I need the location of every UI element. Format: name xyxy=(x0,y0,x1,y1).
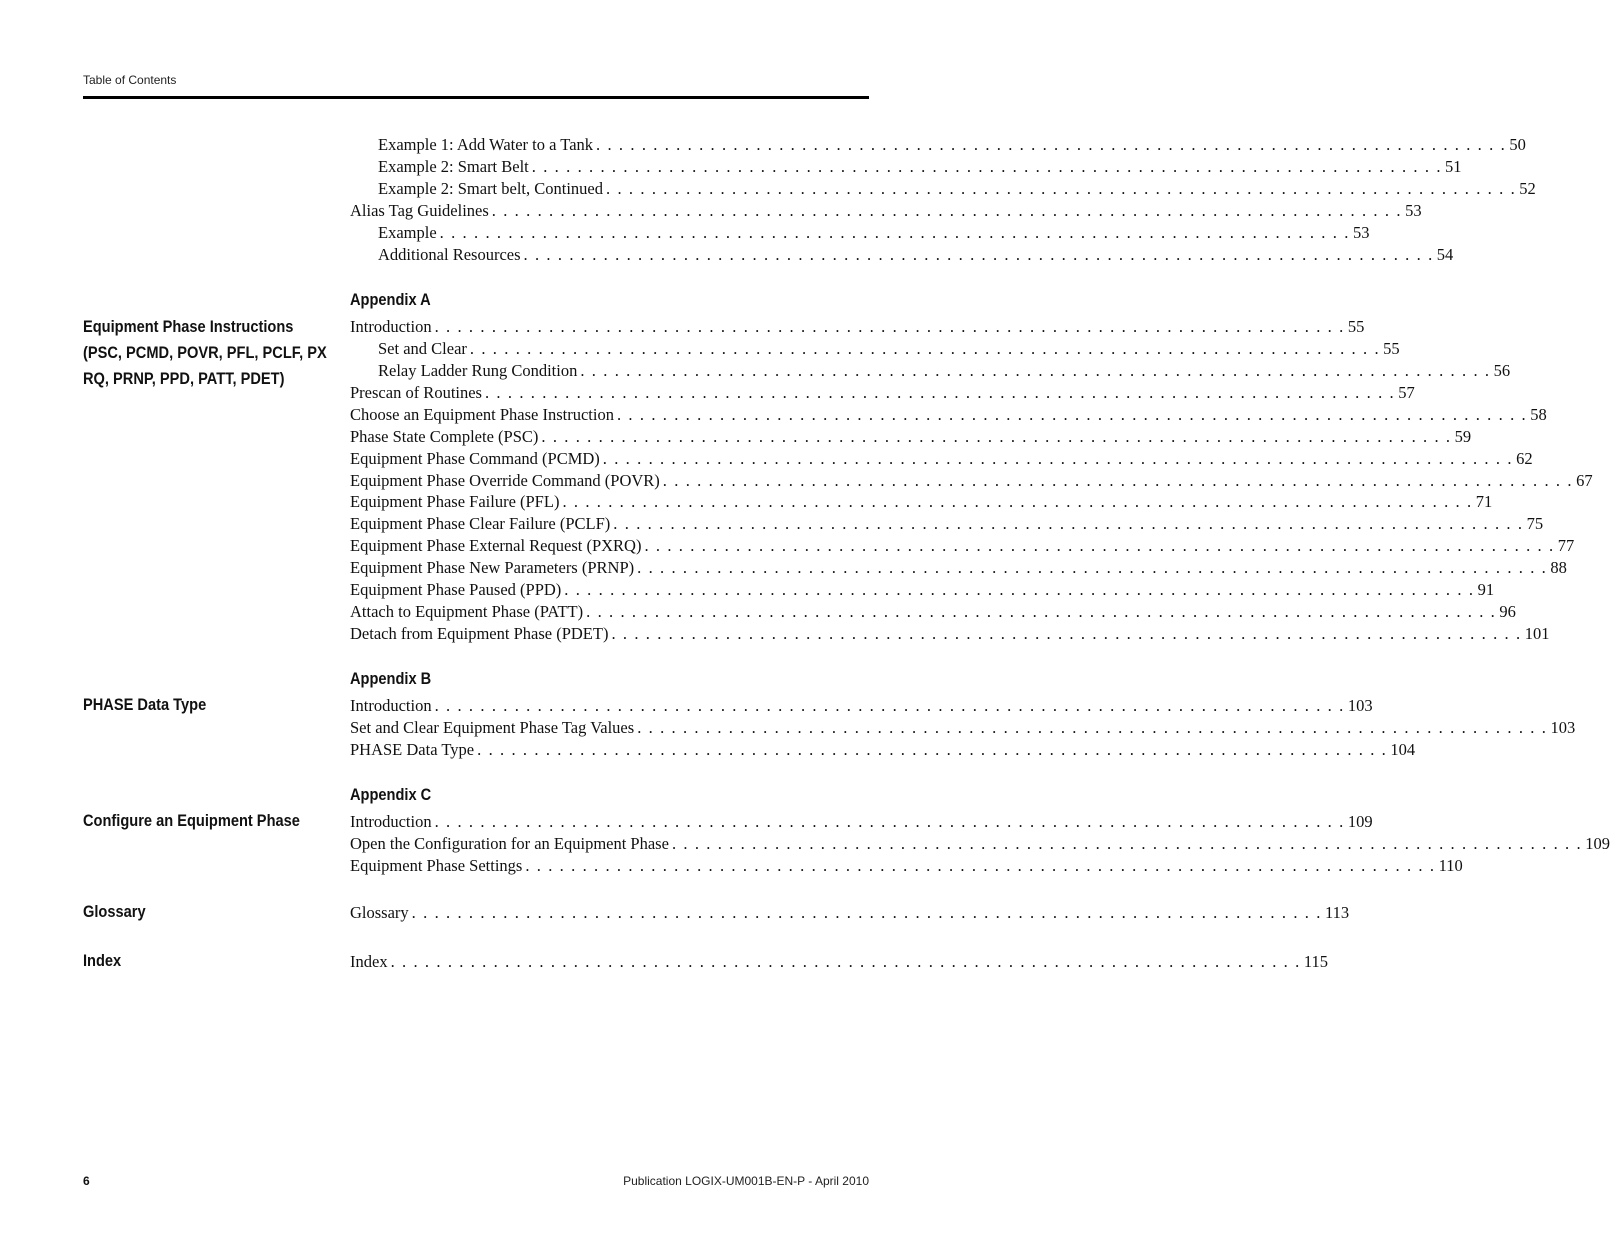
toc-entry[interactable] xyxy=(350,717,1576,739)
toc-entry-title: Equipment Phase External Request (PXRQ) xyxy=(350,536,642,556)
toc-entry-title: Additional Resources xyxy=(378,244,521,264)
toc-entry[interactable] xyxy=(378,360,1511,382)
dot-leader: . . . . . . . . . . . . . . . . . . . . . . . . . . . . . . . . . . . . . . . . . . . . . . . . . . . . . . . . . . . . . . . . . . . . . . . . . . . . . . . . xyxy=(531,156,1443,176)
toc-entry[interactable] xyxy=(350,448,1533,470)
toc-entry-page: 51 xyxy=(1445,156,1462,176)
toc-entry-title: Detach from Equipment Phase (PDET) xyxy=(350,624,609,644)
toc-entry-page: 75 xyxy=(1526,514,1544,534)
dot-leader: . . . . . . . . . . . . . . . . . . . . . . . . . . . . . . . . . . . . . . . . . . . . . . . . . . . . . . . . . . . . . . . . . . . . . . . . . . . . . . . . xyxy=(606,178,1517,198)
toc-entry-page: 54 xyxy=(1436,244,1454,264)
toc-entry[interactable] xyxy=(350,513,1544,535)
dot-leader: . . . . . . . . . . . . . . . . . . . . . . . . . . . . . . . . . . . . . . . . . . . . . . . . . . . . . . . . . . . . . . . . . . . . . . . . . . . . . . . . xyxy=(523,244,1434,264)
toc-entry[interactable] xyxy=(350,601,1516,623)
toc-entry-title: Equipment Phase Paused (PPD) xyxy=(350,580,562,600)
toc-entry-title: Prescan of Routines xyxy=(350,382,482,402)
toc-entry[interactable] xyxy=(350,811,1373,833)
toc-entry-title: PHASE Data Type xyxy=(350,739,475,759)
toc-entry-page: 103 xyxy=(1550,717,1576,737)
chapter-title-line: (PSC, PCMD, POVR, PFL, PCLF, PX xyxy=(83,343,327,362)
toc-entry-page: 56 xyxy=(1493,360,1511,380)
dot-leader: . . . . . . . . . . . . . . . . . . . . . . . . . . . . . . . . . . . . . . . . . . . . . . . . . . . . . . . . . . . . . . . . . . . . . . . . . . . . . . . . xyxy=(525,855,1436,875)
dot-leader: . . . . . . . . . . . . . . . . . . . . . . . . . . . . . . . . . . . . . . . . . . . . . . . . . . . . . . . . . . . . . . . . . . . . . . . . . . . . . . . . xyxy=(671,833,1583,853)
dot-leader: . . . . . . . . . . . . . . . . . . . . . . . . . . . . . . . . . . . . . . . . . . . . . . . . . . . . . . . . . . . . . . . . . . . . . . . . . . . . . . . . xyxy=(439,222,1350,242)
toc-entry-page: 53 xyxy=(1352,222,1370,242)
toc-entry[interactable] xyxy=(350,316,1365,338)
dot-leader: . . . . . . . . . . . . . . . . . . . . . . . . . . . . . . . . . . . . . . . . . . . . . . . . . . . . . . . . . . . . . . . . . . . . . . . . . . . . . . . . xyxy=(611,624,1522,644)
toc-entry[interactable] xyxy=(350,491,1493,513)
toc-entry-page: 57 xyxy=(1398,382,1415,402)
toc-entry-title: Set and Clear Equipment Phase Tag Values xyxy=(350,717,635,737)
toc-entry-page: 50 xyxy=(1509,135,1526,154)
toc-entry[interactable] xyxy=(378,134,1526,156)
toc-entry[interactable] xyxy=(350,470,1593,492)
dot-leader: . . . . . . . . . . . . . . . . . . . . . . . . . . . . . . . . . . . . . . . . . . . . . . . . . . . . . . . . . . . . . . . . . . . . . . . . . . . . . . . . xyxy=(469,338,1381,358)
chapter-title-line: RQ, PRNP, PPD, PATT, PDET) xyxy=(83,369,285,388)
toc-entry-page: 103 xyxy=(1347,696,1373,715)
toc-entry[interactable] xyxy=(350,535,1575,557)
dot-leader: . . . . . . . . . . . . . . . . . . . . . . . . . . . . . . . . . . . . . . . . . . . . . . . . . . . . . . . . . . . . . . . . . . . . . . . . . . . . . . . . xyxy=(411,903,1322,922)
toc-entry[interactable] xyxy=(378,156,1462,178)
toc-entry-title: Choose an Equipment Phase Instruction xyxy=(350,404,614,424)
toc-entry-title: Equipment Phase Command (PCMD) xyxy=(350,448,600,468)
toc-entry[interactable] xyxy=(350,579,1495,601)
dot-leader: . . . . . . . . . . . . . . . . . . . . . . . . . . . . . . . . . . . . . . . . . . . . . . . . . . . . . . . . . . . . . . . . . . . . . . . . . . . . . . . . xyxy=(434,812,1345,831)
toc-entry[interactable] xyxy=(350,382,1415,404)
toc-entry-title: Equipment Phase Override Command (POVR) xyxy=(350,470,660,490)
running-head: Table of Contents xyxy=(83,73,177,87)
toc-entry-page: 55 xyxy=(1347,317,1365,336)
toc-entry[interactable] xyxy=(378,338,1400,360)
toc-entry-title: Example 1: Add Water to a Tank xyxy=(378,135,594,154)
toc-entry[interactable] xyxy=(378,244,1454,266)
dot-leader: . . . . . . . . . . . . . . . . . . . . . . . . . . . . . . . . . . . . . . . . . . . . . . . . . . . . . . . . . . . . . . . . . . . . . . . . . . . . . . . . xyxy=(541,426,1452,446)
toc-entry[interactable] xyxy=(378,178,1536,200)
toc-entry-title: Introduction xyxy=(350,317,432,336)
toc-entry[interactable] xyxy=(350,200,1422,222)
toc-entry-title: Attach to Equipment Phase (PATT) xyxy=(350,602,584,622)
glossary-chapter-title: Glossary xyxy=(83,902,146,921)
toc-entry[interactable] xyxy=(350,902,1350,924)
dot-leader: . . . . . . . . . . . . . . . . . . . . . . . . . . . . . . . . . . . . . . . . . . . . . . . . . . . . . . . . . . . . . . . . . . . . . . . . . . . . . . . . xyxy=(477,739,1388,759)
toc-entry-title: Open the Configuration for an Equipment Phase xyxy=(350,833,669,853)
page-number: 6 xyxy=(83,1174,90,1188)
toc-entry-title: Introduction xyxy=(350,696,432,715)
appendix-a-chapter-title xyxy=(83,314,327,392)
dot-leader: . . . . . . . . . . . . . . . . . . . . . . . . . . . . . . . . . . . . . . . . . . . . . . . . . . . . . . . . . . . . . . . . . . . . . . . . . . . . . . . . xyxy=(562,492,1473,512)
toc-entry[interactable] xyxy=(350,951,1328,973)
toc-entry-title: Introduction xyxy=(350,812,432,831)
toc-entry-title: Equipment Phase Failure (PFL) xyxy=(350,492,560,512)
toc-entry-title: Index xyxy=(350,952,388,971)
dot-leader: . . . . . . . . . . . . . . . . . . . . . . . . . . . . . . . . . . . . . . . . . . . . . . . . . . . . . . . . . . . . . . . . . . . . . . . . . . . . . . . . xyxy=(616,404,1528,424)
toc-entry-page: 109 xyxy=(1347,812,1373,831)
toc-entry[interactable] xyxy=(378,222,1370,244)
toc-entry-page: 59 xyxy=(1454,426,1472,446)
toc-entry-page: 110 xyxy=(1438,855,1463,875)
toc-entry[interactable] xyxy=(350,855,1463,877)
appendix-c-chapter-title: Configure an Equipment Phase xyxy=(83,811,300,830)
toc-entry-page: 53 xyxy=(1405,200,1422,220)
toc-entry-page: 67 xyxy=(1576,470,1593,490)
chapter-title-line: Equipment Phase Instructions xyxy=(83,317,294,336)
toc-entry[interactable] xyxy=(350,833,1610,855)
toc-entry-page: 113 xyxy=(1324,903,1350,922)
toc-entry-page: 109 xyxy=(1585,833,1610,853)
dot-leader: . . . . . . . . . . . . . . . . . . . . . . . . . . . . . . . . . . . . . . . . . . . . . . . . . . . . . . . . . . . . . . . . . . . . . . . . . . . . . . . . xyxy=(602,448,1514,468)
toc-entry-title: Relay Ladder Rung Condition xyxy=(378,360,578,380)
toc-entry-page: 77 xyxy=(1557,536,1575,556)
toc-entry-title: Example 2: Smart Belt xyxy=(378,156,529,176)
toc-entry-title: Equipment Phase Settings xyxy=(350,855,523,875)
toc-entry-title: Example xyxy=(378,222,437,242)
appendix-b-chapter-title: PHASE Data Type xyxy=(83,695,207,714)
toc-entry-page: 104 xyxy=(1390,739,1416,759)
toc-entry-page: 91 xyxy=(1477,580,1495,600)
dot-leader: . . . . . . . . . . . . . . . . . . . . . . . . . . . . . . . . . . . . . . . . . . . . . . . . . . . . . . . . . . . . . . . . . . . . . . . . . . . . . . . . xyxy=(580,360,1491,380)
appendix-a-label: Appendix A xyxy=(350,290,431,309)
dot-leader: . . . . . . . . . . . . . . . . . . . . . . . . . . . . . . . . . . . . . . . . . . . . . . . . . . . . . . . . . . . . . . . . . . . . . . . . . . . . . . . . xyxy=(586,602,1497,622)
dot-leader: . . . . . . . . . . . . . . . . . . . . . . . . . . . . . . . . . . . . . . . . . . . . . . . . . . . . . . . . . . . . . . . . . . . . . . . . . . . . . . . . xyxy=(434,317,1345,336)
toc-entry[interactable] xyxy=(350,557,1567,579)
toc-entry-title: Set and Clear xyxy=(378,338,467,358)
appendix-b-label: Appendix B xyxy=(350,669,432,688)
header-rule xyxy=(83,96,869,99)
toc-entry-title: Equipment Phase New Parameters (PRNP) xyxy=(350,558,635,578)
toc-entry-page: 62 xyxy=(1516,448,1533,468)
appendix-c-label: Appendix C xyxy=(350,785,432,804)
toc-entry-page: 115 xyxy=(1303,952,1328,971)
toc-entry-title: Phase State Complete (PSC) xyxy=(350,426,539,446)
toc-entry-page: 96 xyxy=(1499,602,1516,622)
dot-leader: . . . . . . . . . . . . . . . . . . . . . . . . . . . . . . . . . . . . . . . . . . . . . . . . . . . . . . . . . . . . . . . . . . . . . . . . . . . . . . . . xyxy=(564,580,1475,600)
dot-leader: . . . . . . . . . . . . . . . . . . . . . . . . . . . . . . . . . . . . . . . . . . . . . . . . . . . . . . . . . . . . . . . . . . . . . . . . . . . . . . . . xyxy=(596,135,1507,154)
toc-entry-page: 52 xyxy=(1519,178,1536,198)
toc-entry-title: Example 2: Smart belt, Continued xyxy=(378,178,604,198)
dot-leader: . . . . . . . . . . . . . . . . . . . . . . . . . . . . . . . . . . . . . . . . . . . . . . . . . . . . . . . . . . . . . . . . . . . . . . . . . . . . . . . . xyxy=(644,536,1555,556)
toc-entry-title: Equipment Phase Clear Failure (PCLF) xyxy=(350,514,611,534)
dot-leader: . . . . . . . . . . . . . . . . . . . . . . . . . . . . . . . . . . . . . . . . . . . . . . . . . . . . . . . . . . . . . . . . . . . . . . . . . . . . . . . . xyxy=(434,696,1345,715)
toc-entry[interactable] xyxy=(350,426,1472,448)
index-chapter-title: Index xyxy=(83,951,122,970)
dot-leader: . . . . . . . . . . . . . . . . . . . . . . . . . . . . . . . . . . . . . . . . . . . . . . . . . . . . . . . . . . . . . . . . . . . . . . . . . . . . . . . . xyxy=(484,382,1396,402)
dot-leader: . . . . . . . . . . . . . . . . . . . . . . . . . . . . . . . . . . . . . . . . . . . . . . . . . . . . . . . . . . . . . . . . . . . . . . . . . . . . . . . . xyxy=(637,717,1548,737)
toc-entry-page: 58 xyxy=(1530,404,1547,424)
toc-entry[interactable] xyxy=(350,695,1373,717)
toc-entry-page: 55 xyxy=(1383,338,1400,358)
dot-leader: . . . . . . . . . . . . . . . . . . . . . . . . . . . . . . . . . . . . . . . . . . . . . . . . . . . . . . . . . . . . . . . . . . . . . . . . . . . . . . . . xyxy=(662,470,1574,490)
toc-entry-title: Glossary xyxy=(350,903,409,922)
publication-info: Publication LOGIX-UM001B-EN-P - April 2010 xyxy=(623,1174,869,1188)
toc-entry-page: 101 xyxy=(1524,624,1550,644)
dot-leader: . . . . . . . . . . . . . . . . . . . . . . . . . . . . . . . . . . . . . . . . . . . . . . . . . . . . . . . . . . . . . . . . . . . . . . . . . . . . . . . . xyxy=(491,200,1403,220)
toc-entry[interactable] xyxy=(350,739,1416,761)
toc-entry-title: Alias Tag Guidelines xyxy=(350,200,489,220)
dot-leader: . . . . . . . . . . . . . . . . . . . . . . . . . . . . . . . . . . . . . . . . . . . . . . . . . . . . . . . . . . . . . . . . . . . . . . . . . . . . . . . . xyxy=(390,952,1301,971)
toc-entry-page: 88 xyxy=(1550,558,1567,578)
toc-entry-page: 71 xyxy=(1475,492,1493,512)
dot-leader: . . . . . . . . . . . . . . . . . . . . . . . . . . . . . . . . . . . . . . . . . . . . . . . . . . . . . . . . . . . . . . . . . . . . . . . . . . . . . . . . xyxy=(637,558,1548,578)
toc-entry[interactable] xyxy=(350,404,1547,426)
dot-leader: . . . . . . . . . . . . . . . . . . . . . . . . . . . . . . . . . . . . . . . . . . . . . . . . . . . . . . . . . . . . . . . . . . . . . . . . . . . . . . . . xyxy=(613,514,1524,534)
toc-entry[interactable] xyxy=(350,623,1550,645)
